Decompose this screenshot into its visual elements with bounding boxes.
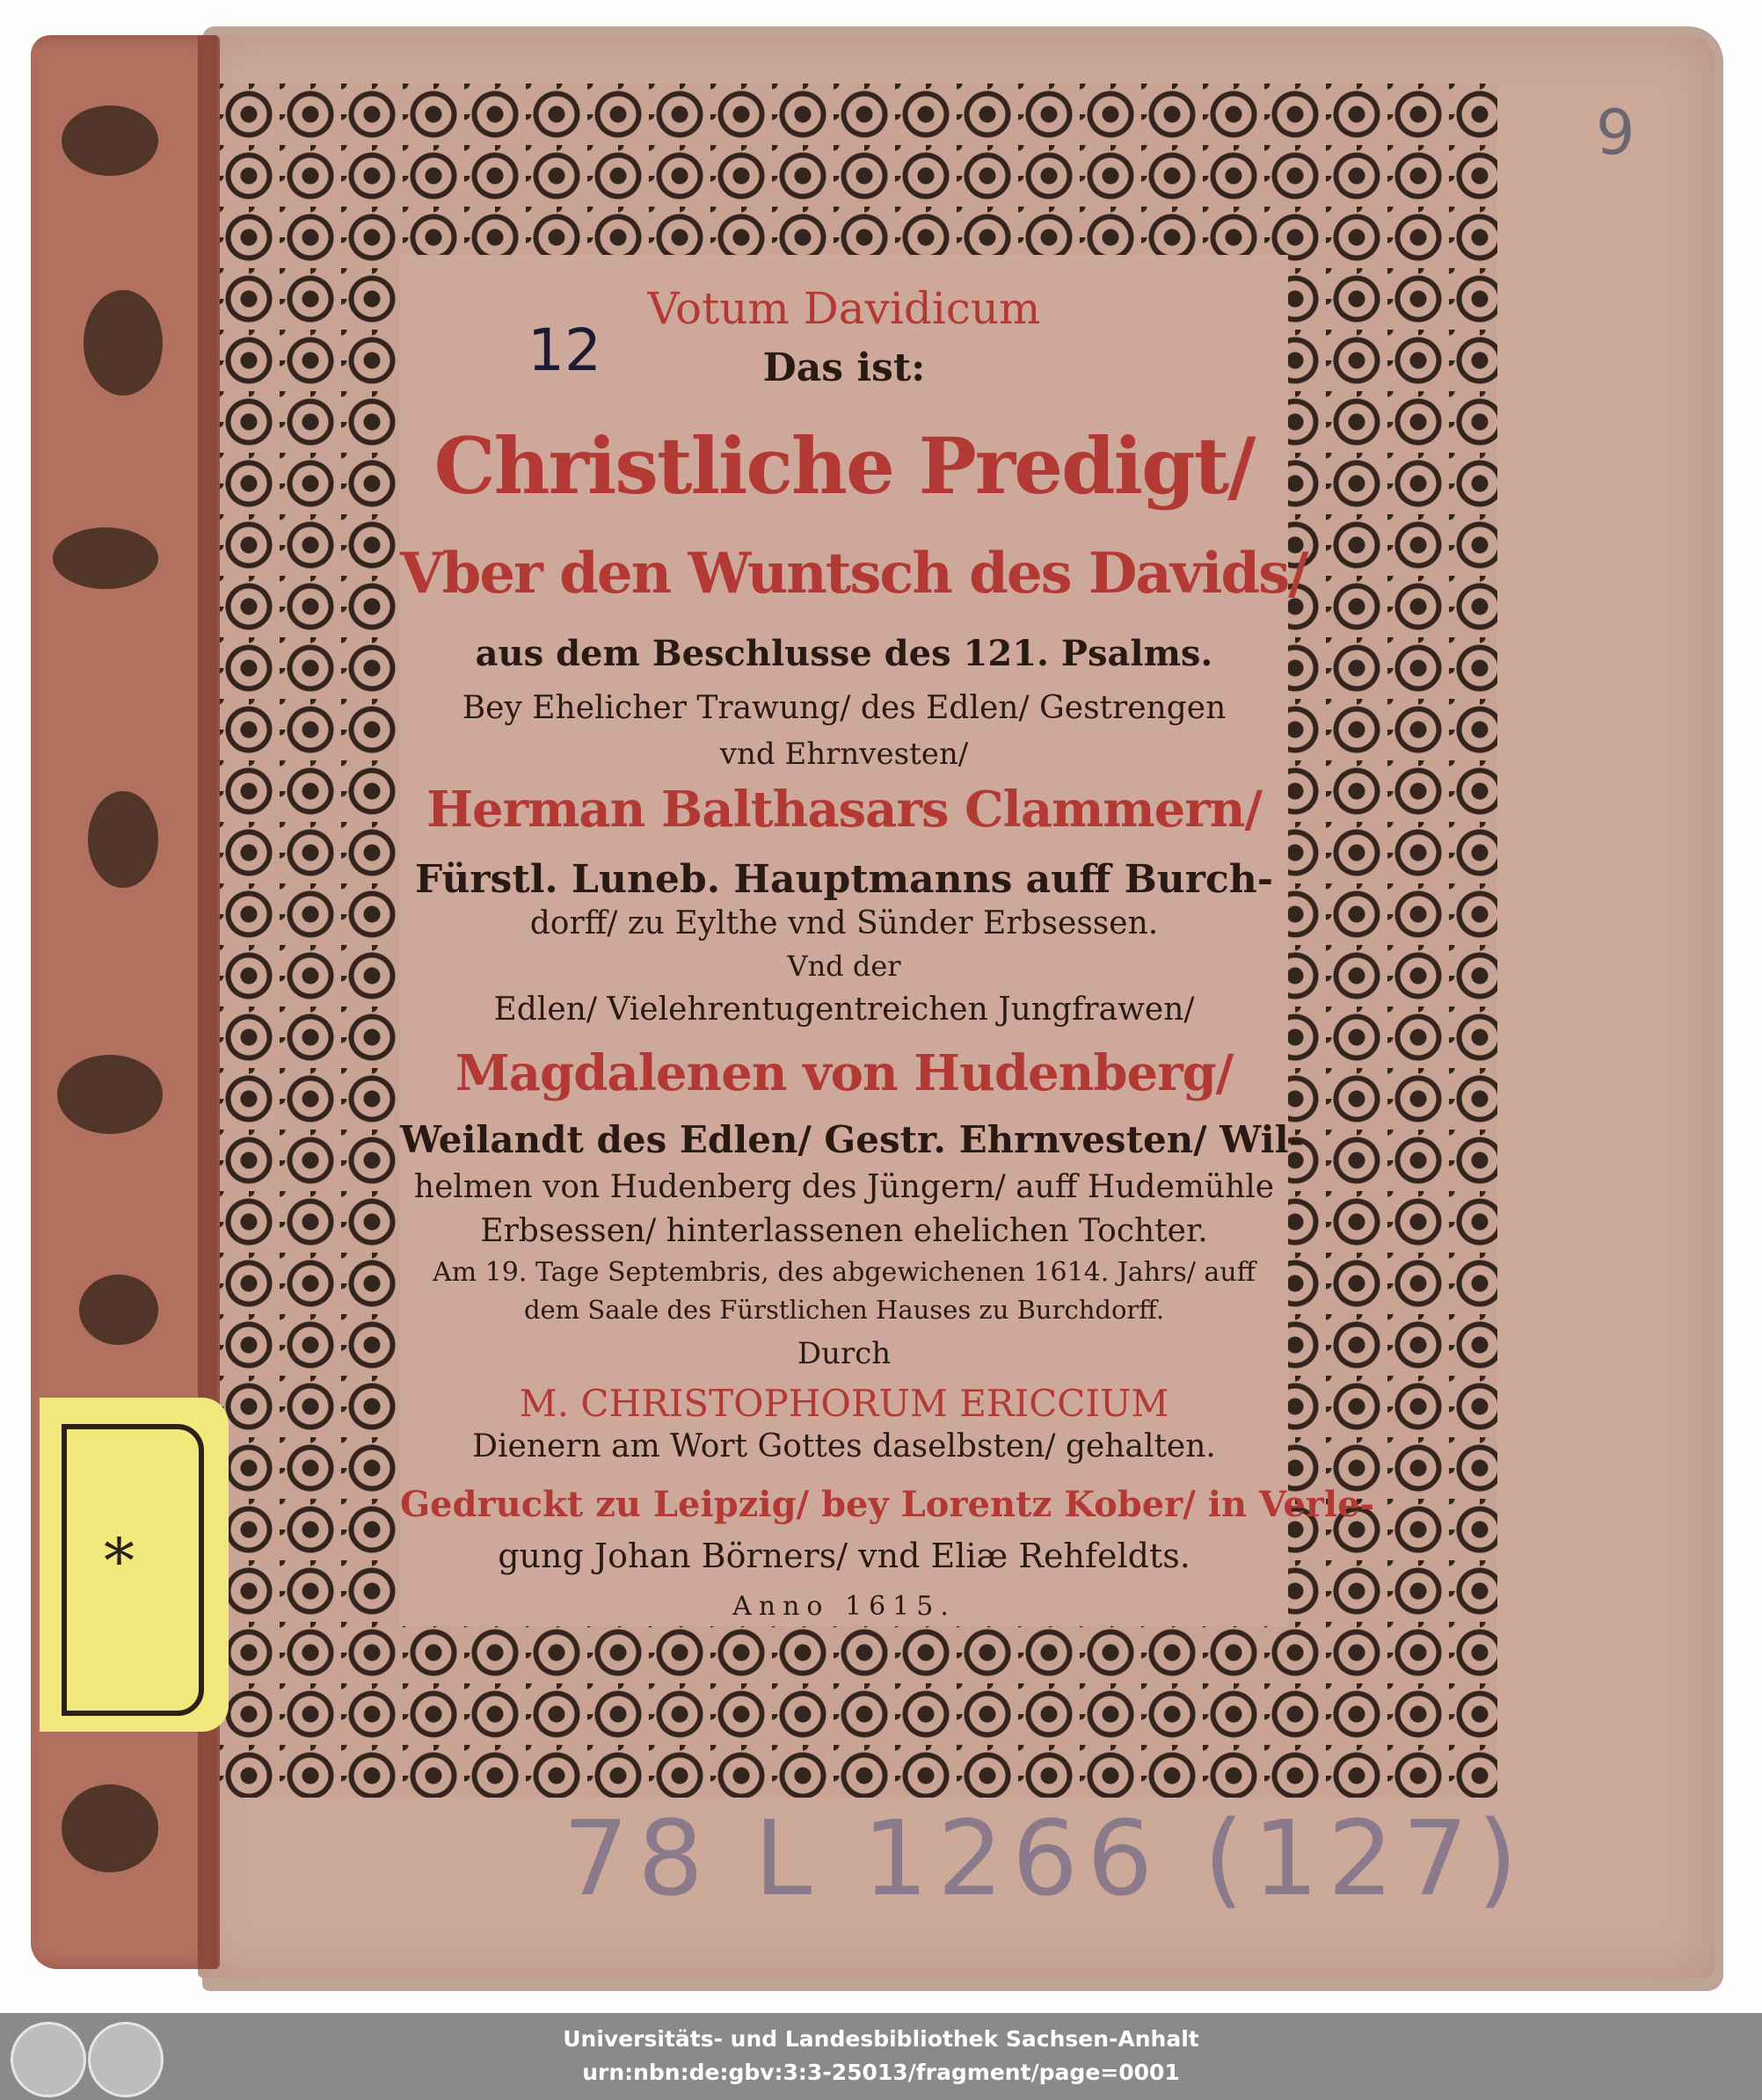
text-line: Fürstl. Luneb. Hauptmanns auff Burch- xyxy=(414,857,1274,902)
spine-marbling xyxy=(84,290,163,396)
text-line: Weilandt des Edlen/ Gestr. Ehrnvesten/ Wil- xyxy=(400,1118,1304,1161)
text-line: aus dem Beschlusse des 121. Psalms. xyxy=(475,633,1213,674)
spine-marbling xyxy=(88,791,158,888)
pencil-page-number: 9 xyxy=(1596,97,1635,169)
spine-marbling xyxy=(62,105,158,176)
footer-urn: urn:nbn:de:gbv:3:3-25013/fragment/page=0001 xyxy=(582,2060,1180,2085)
label-asterisk: * xyxy=(104,1525,135,1597)
text-line: Am 19. Tage Septembris, des abgewichenen 1614. Jahrs/ auff xyxy=(433,1257,1256,1288)
text-line: vnd Ehrnvesten/ xyxy=(719,737,969,772)
text-line: Bey Ehelicher Trawung/ des Edlen/ Gestrengen xyxy=(462,690,1227,726)
text-line: Erbsessen/ hinterlassenen ehelichen Tochter. xyxy=(480,1213,1208,1249)
imprint-line: gung Johan Börners/ vnd Eliæ Rehfeldts. xyxy=(498,1537,1190,1575)
author-name: M. CHRISTOPHORUM ERICCIUM xyxy=(519,1382,1169,1425)
pencil-shelfmark: 78 L 1266 (127) xyxy=(563,1798,1527,1919)
spine-marbling xyxy=(53,527,158,589)
text-line: Durch xyxy=(797,1336,892,1371)
subtitle-das-ist: Das ist: xyxy=(762,345,926,390)
text-line: Dienern am Wort Gottes daselbsten/ gehalten. xyxy=(472,1428,1216,1464)
spine-marbling xyxy=(57,1055,163,1134)
text-line: dorff/ zu Eylthe vnd Sünder Erbsessen. xyxy=(529,905,1159,941)
imprint-year: Anno 1615. xyxy=(732,1591,956,1622)
spine-marbling xyxy=(79,1275,158,1345)
handwritten-number: 12 xyxy=(528,316,601,384)
footer-institution: Universitäts- und Landesbibliothek Sachsen-Anhalt xyxy=(563,2026,1199,2052)
text-line: Vnd der xyxy=(787,949,901,983)
bride-name: Magdalenen von Hudenberg/ xyxy=(455,1044,1234,1102)
spine-marbling xyxy=(62,1784,158,1872)
groom-name: Herman Balthasars Clammern/ xyxy=(426,781,1262,839)
title-latin: Votum Davidicum xyxy=(647,283,1041,334)
text-line: Edlen/ Vielehrentugentreichen Jungfrawen/ xyxy=(493,992,1195,1028)
title-sub: Vber den Wuntsch des Davids/ xyxy=(400,541,1307,607)
text-line: helmen von Hudenberg des Jüngern/ auff Hudemühle xyxy=(413,1169,1275,1205)
imprint-line: Gedruckt zu Leipzig/ bey Lorentz Kober/ in Verle- xyxy=(400,1484,1375,1525)
title-main: Christliche Predigt/ xyxy=(433,420,1255,512)
text-line: dem Saale des Fürstlichen Hauses zu Burchdorff. xyxy=(523,1295,1165,1325)
